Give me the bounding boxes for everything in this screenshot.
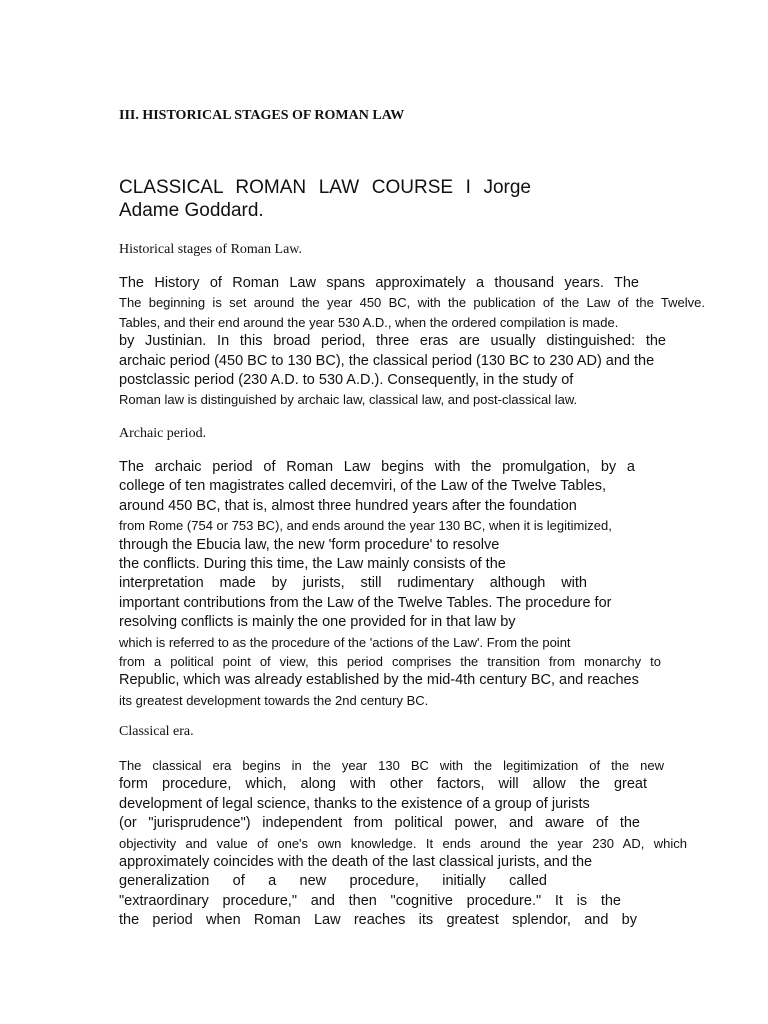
subheading-historical-stages: Historical stages of Roman Law. [119,242,302,257]
text-line: The beginning is set around the year 450 BC, with the publication of the Law of the Twelve. [119,295,705,311]
text-line: The History of Roman Law spans approximately a thousand years. The [119,275,639,291]
text-line: (or "jurisprudence") independent from political power, and aware of the [119,815,640,832]
text-line: The archaic period of Roman Law begins with the promulgation, by a [119,459,635,475]
text-line: the period when Roman Law reaches its greatest splendor, and by [119,912,637,929]
text-line: resolving conflicts is mainly the one provided for in that law by [119,614,516,631]
text-line: which is referred to as the procedure of the 'actions of the Law'. From the point [119,634,571,650]
text-line: important contributions from the Law of the Twelve Tables. The procedure for [119,594,612,611]
text-line: college of ten magistrates called decemviri, of the Law of the Twelve Tables, [119,478,607,495]
text-line: by Justinian. In this broad period, three eras are usually distinguished: the [119,333,666,350]
paragraph-archaic-period [119,458,705,710]
text-line: Tables, and their end around the year 530 A.D., when the ordered compilation is made. [119,314,619,330]
text-line: Roman law is distinguished by archaic law, classical law, and post-classical law. [119,392,578,408]
course-title-line-1: CLASSICAL ROMAN LAW COURSE I Jorge [119,177,531,198]
subheading-archaic-period: Archaic period. [119,426,207,441]
section-heading: III. HISTORICAL STAGES OF ROMAN LAW [119,108,405,123]
text-line: archaic period (450 BC to 130 BC), the classical period (130 BC to 230 AD) and the [119,352,655,369]
text-line: generalization of a new procedure, initially called [119,873,547,890]
text-line: objectivity and value of one's own knowledge. It ends around the year 230 AD, which [119,835,687,851]
paragraph-classical-era [119,756,705,931]
text-line: from Rome (754 or 753 BC), and ends around the year 130 BC, when it is legitimized, [119,518,612,534]
text-line: its greatest development towards the 2nd century BC. [119,692,429,708]
text-line: approximately coincides with the death of the last classical jurists, and the [119,853,593,870]
text-line: around 450 BC, that is, almost three hundred years after the foundation [119,497,577,514]
text-line: "extraordinary procedure," and then "cognitive procedure." It is the [119,892,621,909]
subheading-classical-era: Classical era. [119,724,194,739]
text-line: the conflicts. During this time, the Law mainly consists of the [119,555,506,572]
paragraph-historical-stages [119,274,705,410]
text-line: from a political point of view, this period comprises the transition from monarchy to [119,653,661,669]
text-line: through the Ebucia law, the new 'form procedure' to resolve [119,536,500,553]
text-line: Republic, which was already established by the mid-4th century BC, and reaches [119,672,639,689]
text-line: The classical era begins in the year 130 BC with the legitimization of the new [119,758,664,773]
text-line: development of legal science, thanks to the existence of a group of jurists [119,795,590,812]
text-line: postclassic period (230 A.D. to 530 A.D.). Consequently, in the study of [119,371,574,388]
course-title [119,176,639,222]
text-line: interpretation made by jurists, still rudimentary although with [119,575,587,592]
course-title-line-2: Adame Goddard. [119,200,264,221]
text-line: form procedure, which, along with other factors, will allow the great [119,776,647,793]
